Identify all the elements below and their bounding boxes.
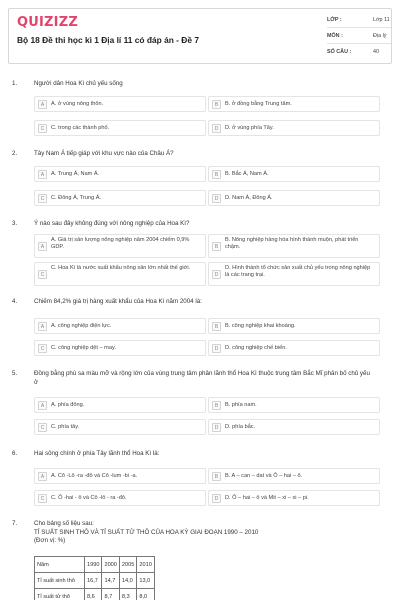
option-b[interactable] xyxy=(208,96,380,112)
table-cell: 14,0 xyxy=(119,573,136,589)
option-letter-badge: A xyxy=(38,472,47,481)
question-intro: Cho bảng số liệu sau: xyxy=(34,520,94,527)
option-c[interactable] xyxy=(34,419,206,435)
option-b[interactable] xyxy=(208,468,380,484)
option-b[interactable] xyxy=(208,397,380,413)
option-letter-badge: A xyxy=(38,100,47,109)
table-cell: 16,7 xyxy=(85,573,102,589)
option-letter-badge: C xyxy=(38,344,47,353)
option-a[interactable] xyxy=(34,318,206,334)
option-letter-badge: A xyxy=(38,242,47,251)
option-text: D. Ô – hai – ô và Mit – xi – xi – pi. xyxy=(225,495,309,501)
option-a[interactable] xyxy=(34,468,206,484)
option-c[interactable] xyxy=(34,490,206,506)
table-cell: 8,6 xyxy=(85,589,102,600)
table-cell: 2000 xyxy=(102,557,119,573)
option-text: C. Hoa Kì là nước xuất khẩu nông sản lớn nhất thế giới. xyxy=(51,265,191,271)
option-text: C. trong các thành phố. xyxy=(51,125,110,131)
option-letter-badge: C xyxy=(38,194,47,203)
meta-divider xyxy=(327,27,391,28)
option-c[interactable] xyxy=(34,190,206,206)
option-letter-badge: B xyxy=(212,401,221,410)
question-number: 2. xyxy=(12,150,18,157)
option-text: C. Ô -hai - ô và Cô -lô - ra -đô. xyxy=(51,495,127,501)
question-number: 7. xyxy=(12,520,18,527)
option-letter-badge: B xyxy=(212,242,221,251)
option-c[interactable] xyxy=(34,120,206,136)
table-row xyxy=(35,573,155,589)
option-a[interactable] xyxy=(34,166,206,182)
option-text: D. phía bắc. xyxy=(225,424,256,430)
question-text: Đồng bằng phù sa màu mỡ và rộng lớn của vùng trung tâm phân lãnh thổ Hoa Kì thuộc trung tâm Bắc Mĩ phân bố chủ yếu ở xyxy=(34,370,370,386)
option-d[interactable] xyxy=(208,340,380,356)
table-cell: 14,7 xyxy=(102,573,119,589)
option-text: A. công nghiệp điện lực. xyxy=(51,323,112,329)
option-letter-badge: D xyxy=(212,124,221,133)
option-text: B. Bắc Á, Nam Á. xyxy=(225,171,269,177)
option-text: D. Hình thành tổ chức sản xuất chủ yếu trong nông nghiệp là các trang trại. xyxy=(225,265,371,279)
question-text: Hai sông chính ở phía Tây lãnh thổ Hoa Kì là: xyxy=(34,450,160,457)
option-letter-badge: D xyxy=(212,344,221,353)
option-c[interactable] xyxy=(34,262,206,286)
option-letter-badge: C xyxy=(38,124,47,133)
table-cell: Tỉ suất tử thô xyxy=(35,589,85,600)
option-letter-badge: B xyxy=(212,472,221,481)
option-text: A. phía đông. xyxy=(51,402,85,408)
option-a[interactable] xyxy=(34,96,206,112)
meta-divider xyxy=(327,43,391,44)
meta-count-value: 40 xyxy=(373,49,379,55)
meta-subject-value: Địa lý xyxy=(373,33,387,39)
table-cell: 8,0 xyxy=(137,589,154,600)
question-number: 3. xyxy=(12,220,18,227)
meta-subject-label: MÔN : xyxy=(327,33,343,39)
option-letter-badge: C xyxy=(38,423,47,432)
option-letter-badge: A xyxy=(38,401,47,410)
table-title: TỈ SUẤT SINH THÔ VÀ TỈ SUẤT TỬ THÔ CỦA HOA KỲ GIAI ĐOẠN 1990 – 2010 xyxy=(34,528,259,536)
option-d[interactable] xyxy=(208,190,380,206)
option-letter-badge: D xyxy=(212,423,221,432)
option-text: A. Trung Á, Nam Á. xyxy=(51,171,100,177)
option-d[interactable] xyxy=(208,262,380,286)
option-text: B. ở đồng bằng Trung tâm. xyxy=(225,101,292,107)
table-cell: Tỉ suất sinh thô xyxy=(35,573,85,589)
option-letter-badge: C xyxy=(38,494,47,503)
option-d[interactable] xyxy=(208,419,380,435)
option-b[interactable] xyxy=(208,318,380,334)
quizizz-logo: QUIZIZZ xyxy=(17,15,78,30)
option-letter-badge: C xyxy=(38,270,47,279)
question-text xyxy=(34,520,374,546)
option-text: A. Cô -Lô -ra -đô và Cô -lum -bi -a. xyxy=(51,473,138,479)
option-letter-badge: D xyxy=(212,194,221,203)
option-text: B. công nghiệp khai khoáng. xyxy=(225,323,296,329)
question-text: Chiếm 84,2% giá trị hàng xuất khẩu của Hoa Kì năm 2004 là: xyxy=(34,298,202,305)
question-number: 4. xyxy=(12,298,18,305)
option-letter-badge: A xyxy=(38,322,47,331)
option-text: D. công nghiệp chế biến. xyxy=(225,345,287,351)
option-letter-badge: B xyxy=(212,100,221,109)
table-cell: 8,7 xyxy=(102,589,119,600)
option-b[interactable] xyxy=(208,234,380,258)
table-cell: 2010 xyxy=(137,557,154,573)
option-text: B. Nông nghiệp hàng hóa hình thành muộn, phát triển chậm. xyxy=(225,237,359,251)
table-unit: (Đơn vị: %) xyxy=(34,537,66,544)
option-letter-badge: A xyxy=(38,170,47,179)
document-header xyxy=(8,8,392,64)
option-text: C. công nghiệp dệt – may. xyxy=(51,345,116,351)
option-letter-badge: B xyxy=(212,170,221,179)
option-text: C. Đông Á, Trung Á. xyxy=(51,195,102,201)
question-number: 6. xyxy=(12,450,18,457)
data-table xyxy=(34,556,155,600)
option-d[interactable] xyxy=(208,120,380,136)
question-text: Ý nào sau đây không đúng với nông nghiệp của Hoa Kì? xyxy=(34,220,190,227)
option-text: B. phía nam. xyxy=(225,402,257,408)
option-letter-badge: B xyxy=(212,322,221,331)
meta-class-value: Lớp 11 xyxy=(373,17,390,23)
option-letter-badge: D xyxy=(212,494,221,503)
table-cell: 2005 xyxy=(119,557,136,573)
table-row xyxy=(35,557,155,573)
question-text: Người dân Hoa Kì chủ yếu sống xyxy=(34,80,123,87)
table-cell: Năm xyxy=(35,557,85,573)
question-number: 1. xyxy=(12,80,18,87)
table-cell: 1990 xyxy=(85,557,102,573)
option-text: C. phía tây. xyxy=(51,424,80,430)
option-text: A. Giá trị sản lượng nông nghiệp năm 2004 chiếm 0,9% GDP. xyxy=(51,237,190,251)
option-text: D. ở vùng phía Tây. xyxy=(225,125,274,131)
question-text: Tây Nam Á tiếp giáp với khu vực nào của Châu Á? xyxy=(34,150,174,157)
option-c[interactable] xyxy=(34,340,206,356)
option-letter-badge: D xyxy=(212,270,221,279)
question-number: 5. xyxy=(12,370,18,377)
option-text: A. ở vùng nông thôn. xyxy=(51,101,104,107)
option-text: D. Nam Á, Đông Á. xyxy=(225,195,273,201)
option-a[interactable] xyxy=(34,397,206,413)
table-cell: 13,0 xyxy=(137,573,154,589)
document-title: Bộ 18 Đề thi học kì 1 Địa lí 11 có đáp án - Đề 7 xyxy=(17,35,199,45)
table-cell: 8,3 xyxy=(119,589,136,600)
meta-count-label: SỐ CÂU : xyxy=(327,49,352,55)
meta-class-label: LỚP : xyxy=(327,17,342,23)
table-row xyxy=(35,589,155,600)
option-text: B. A – can – dat và Ô – hai – ô. xyxy=(225,473,303,479)
option-a[interactable] xyxy=(34,234,206,258)
option-b[interactable] xyxy=(208,166,380,182)
option-d[interactable] xyxy=(208,490,380,506)
